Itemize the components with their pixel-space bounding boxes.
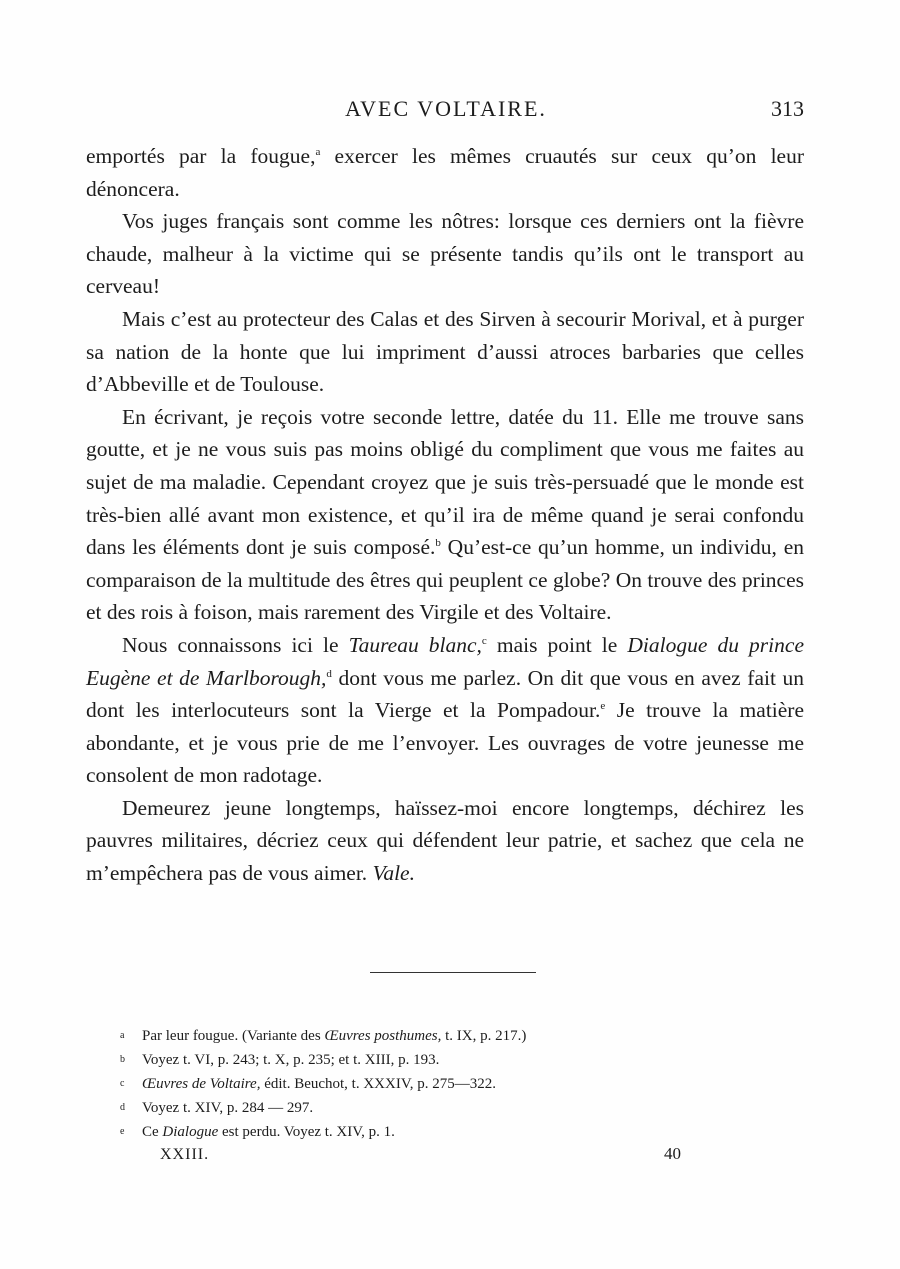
paragraph-4 [86, 401, 804, 629]
footnote-italic: Dialogue [162, 1124, 219, 1140]
footnote-italic: Œuvres posthumes, [324, 1028, 442, 1044]
note-ref-b: b [435, 536, 441, 549]
paragraph-3: Mais c’est au protecteur des Calas et des Sirven à secourir Morival, et à purger sa nation de la honte que lui impriment d’aussi atroces barbaries que celles d’Abbeville et de Toulouse. [86, 306, 804, 397]
footnote-b [120, 1048, 720, 1072]
footnote-c [120, 1072, 720, 1096]
note-ref-c: c [481, 634, 487, 647]
paragraph-6 [86, 792, 804, 890]
footnote-text: Voyez t. VI, p. 243; t. X, p. 235; et t. XIII, p. 193. [142, 1052, 440, 1068]
sheet-number: 40 [664, 1144, 681, 1163]
footnote-e [120, 1120, 720, 1144]
footnote-mark: a [120, 1030, 125, 1041]
paragraph-4-text-b: Qu’est-ce qu’un homme, un individu, en comparaison de la multitude des êtres qui peuplent ce globe? On trouve des princes et des rois à foison, mais rarement des Virgile et des Voltaire. [86, 535, 804, 625]
footnote-text: édit. Beuchot, t. XXXIV, p. 275—322. [260, 1076, 496, 1092]
footnote-mark: b [120, 1054, 125, 1065]
paragraph-1 [86, 140, 804, 205]
note-ref-a: a [315, 145, 321, 158]
note-ref-e: e [600, 699, 606, 712]
paragraph-4-text-a: En écrivant, je reçois votre seconde lettre, datée du 11. Elle me trouve sans goutte, et je ne vous suis pas moins obligé du compliment que vous me faites au sujet de ma maladie. Cependant croyez que je suis très-persuadé que le monde est très-bien allé avant mon existence, et qu’il ira de même quand je serai confondu dans les éléments dont je suis composé. [86, 404, 804, 560]
footnote-text: est perdu. Voyez t. XIV, p. 1. [218, 1124, 395, 1140]
paragraph-1-text-a: emportés par la fougue, [86, 144, 316, 168]
paragraph-5-text-c: dont vous me parlez. On dit que vous en avez fait un dont les interlocuteurs sont la Vierge et la Pompadour. [86, 665, 804, 723]
paragraph-5 [86, 629, 804, 792]
footnote-italic: Œuvres de Voltaire, [142, 1076, 261, 1092]
footnote-text: t. IX, p. 217.) [441, 1028, 527, 1044]
paragraph-2: Vos juges français sont comme les nôtres: lorsque ces derniers ont la fièvre chaude, malheur à la victime qui se présente tandis qu’ils ont le transport au cerveau! [86, 209, 804, 299]
footnotes [120, 1024, 720, 1144]
footnote-mark: e [120, 1126, 125, 1137]
paragraph-5-text-b: mais point le [486, 632, 628, 657]
paragraph-1-text-b: exercer les mêmes cruautés sur ceux qu’on leur dénoncera. [86, 144, 804, 201]
footnote-mark: d [120, 1102, 125, 1113]
title-dialogue: Dialogue du prince Eugène et de Marlborough, [86, 632, 804, 690]
letter-body [86, 140, 804, 890]
footnote-separator-rule [370, 972, 536, 973]
footnote-mark: c [120, 1078, 125, 1089]
paragraph-5-text-a: Nous connaissons ici le [122, 632, 349, 657]
running-head [88, 96, 804, 126]
footnote-text: Ce [142, 1124, 163, 1140]
closing-vale: Vale. [372, 861, 415, 886]
footnote-a [120, 1024, 720, 1048]
footnote-text: Par leur fougue. (Variante des [142, 1028, 325, 1044]
running-title: AVEC VOLTAIRE. [345, 96, 547, 121]
footnote-d [120, 1096, 720, 1120]
paragraph-6-text-a: Demeurez jeune longtemps, haïssez-moi encore longtemps, déchirez les pauvres militaires, décriez ceux qui défendent leur patrie, et sachez que cela ne m’empêchera pas de vous aimer. [86, 795, 804, 886]
printer-signature: XXIII. [160, 1146, 210, 1163]
footnote-text: Voyez t. XIV, p. 284 — 297. [142, 1100, 314, 1116]
paragraph-5-text-d: Je trouve la matière abondante, et je vous prie de me l’envoyer. Les ouvrages de votre jeunesse me consolent de mon radotage. [86, 698, 805, 788]
note-ref-d: d [326, 667, 332, 680]
page-number: 313 [771, 96, 804, 121]
title-taureau-blanc: Taureau blanc, [348, 632, 482, 657]
